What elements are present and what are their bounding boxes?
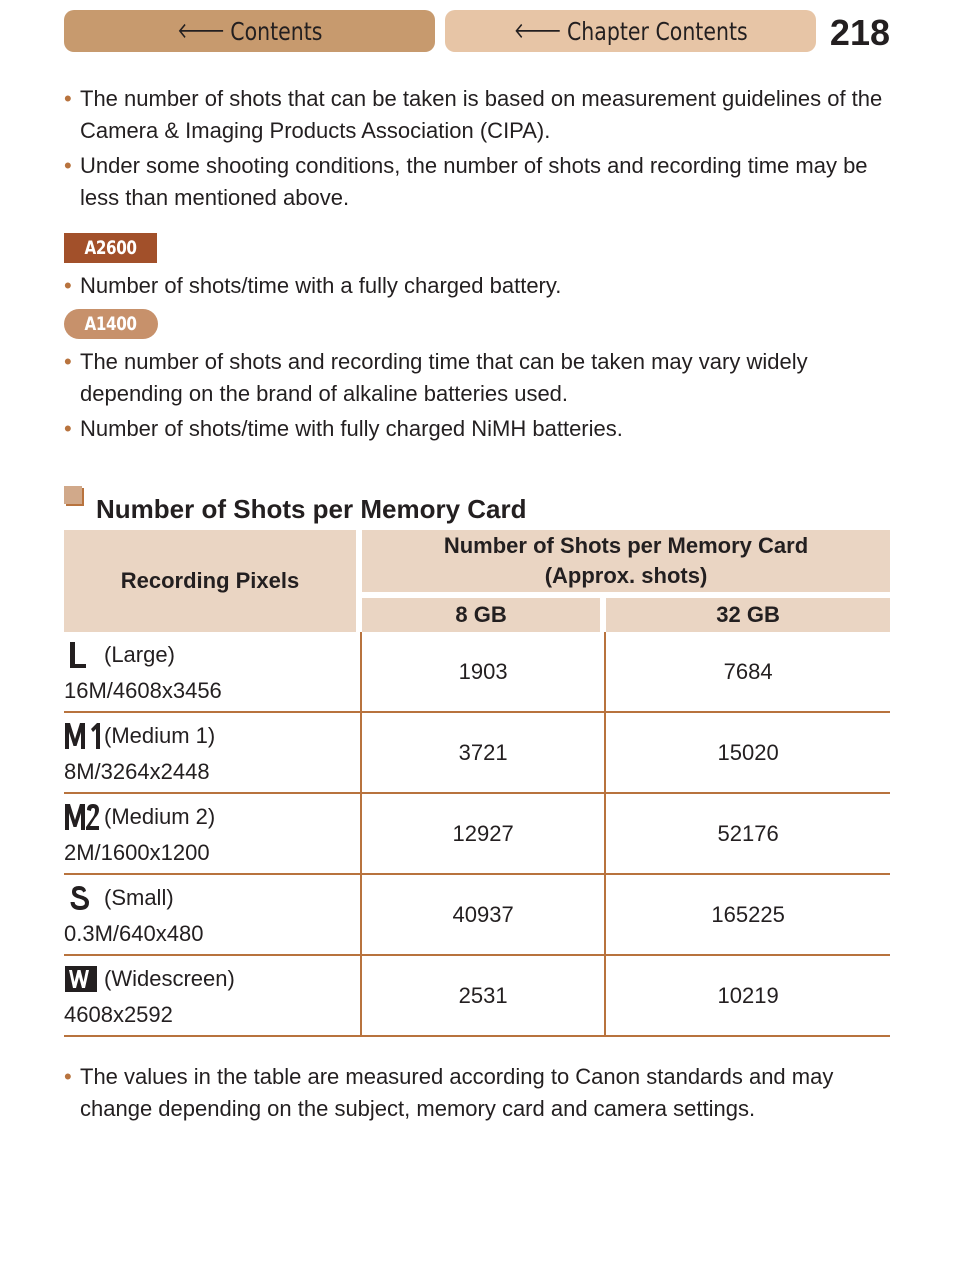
table-row: [64, 713, 890, 794]
note-item: • The number of shots that can be taken is based on measurement guidelines of the Camera & Imaging Products Association (CIPA).: [64, 83, 894, 146]
arrow-left-icon: 🡐: [513, 19, 562, 44]
table-row: [64, 794, 890, 875]
pixel-size-label: (Medium 2): [104, 803, 216, 829]
a2600-notes: [64, 270, 894, 306]
size-small-icon: [64, 881, 104, 915]
header-shots-group: [362, 530, 890, 598]
model-badge-a2600: A2600: [64, 233, 157, 263]
shots-32gb: 165225: [606, 875, 890, 956]
chapter-contents-button[interactable]: [445, 10, 816, 52]
table-row: [64, 875, 890, 956]
pixel-size-label: (Medium 1): [104, 722, 216, 748]
contents-button[interactable]: [64, 10, 435, 52]
shots-8gb: 40937: [362, 875, 606, 956]
pixel-resolution: 16M/4608x3456: [64, 677, 222, 703]
shots-8gb: 3721: [362, 713, 606, 794]
intro-notes: [64, 83, 894, 217]
note-item: • The values in the table are measured according to Canon standards and may change depending on the subject, memory card and camera settings.: [64, 1061, 894, 1124]
shots-table: [64, 530, 890, 1037]
arrow-left-icon: 🡐: [176, 19, 226, 44]
header-recording-pixels: Recording Pixels: [64, 530, 362, 632]
header-32gb: 32 GB: [606, 598, 890, 632]
note-item: • Number of shots/time with a fully charged battery.: [64, 270, 894, 302]
square-bullet-icon: [64, 486, 84, 506]
contents-label: Contents: [230, 16, 323, 46]
pixel-size-label: (Large): [104, 641, 175, 667]
note-item: • Under some shooting conditions, the number of shots and recording time may be less than mentioned above.: [64, 150, 894, 213]
header-shots-group-label: Number of Shots per Memory Card (Approx. shots): [443, 533, 809, 588]
shots-8gb: 12927: [362, 794, 606, 875]
shots-32gb: 10219: [606, 956, 890, 1037]
header-8gb: 8 GB: [362, 598, 606, 632]
size-large-icon: [64, 638, 104, 672]
shots-32gb: 52176: [606, 794, 890, 875]
size-medium1-icon: [64, 719, 104, 753]
table-notes: [64, 1061, 894, 1128]
note-item: • The number of shots and recording time that can be taken may vary widely depending on the brand of alkaline batteries used.: [64, 346, 894, 409]
size-medium2-icon: [64, 800, 104, 834]
shots-32gb: 7684: [606, 632, 890, 713]
chapter-contents-label: Chapter Contents: [566, 16, 748, 46]
pixel-size-label: (Widescreen): [104, 965, 235, 991]
shots-32gb: 15020: [606, 713, 890, 794]
note-item: • Number of shots/time with fully charged NiMH batteries.: [64, 413, 894, 445]
section-title: Number of Shots per Memory Card: [96, 494, 527, 524]
shots-8gb: 1903: [362, 632, 606, 713]
pixel-resolution: 8M/3264x2448: [64, 758, 210, 784]
shots-8gb: 2531: [362, 956, 606, 1037]
size-widescreen-icon: [64, 962, 104, 996]
table-row: [64, 632, 890, 713]
model-badge-a1400: A1400: [64, 309, 158, 339]
table-row: [64, 956, 890, 1037]
a1400-notes: [64, 346, 894, 449]
pixel-resolution: 0.3M/640x480: [64, 920, 204, 946]
pixel-resolution: 4608x2592: [64, 1001, 173, 1027]
pixel-size-label: (Small): [104, 884, 174, 910]
page-number: 218: [829, 12, 890, 53]
pixel-resolution: 2M/1600x1200: [64, 839, 210, 865]
